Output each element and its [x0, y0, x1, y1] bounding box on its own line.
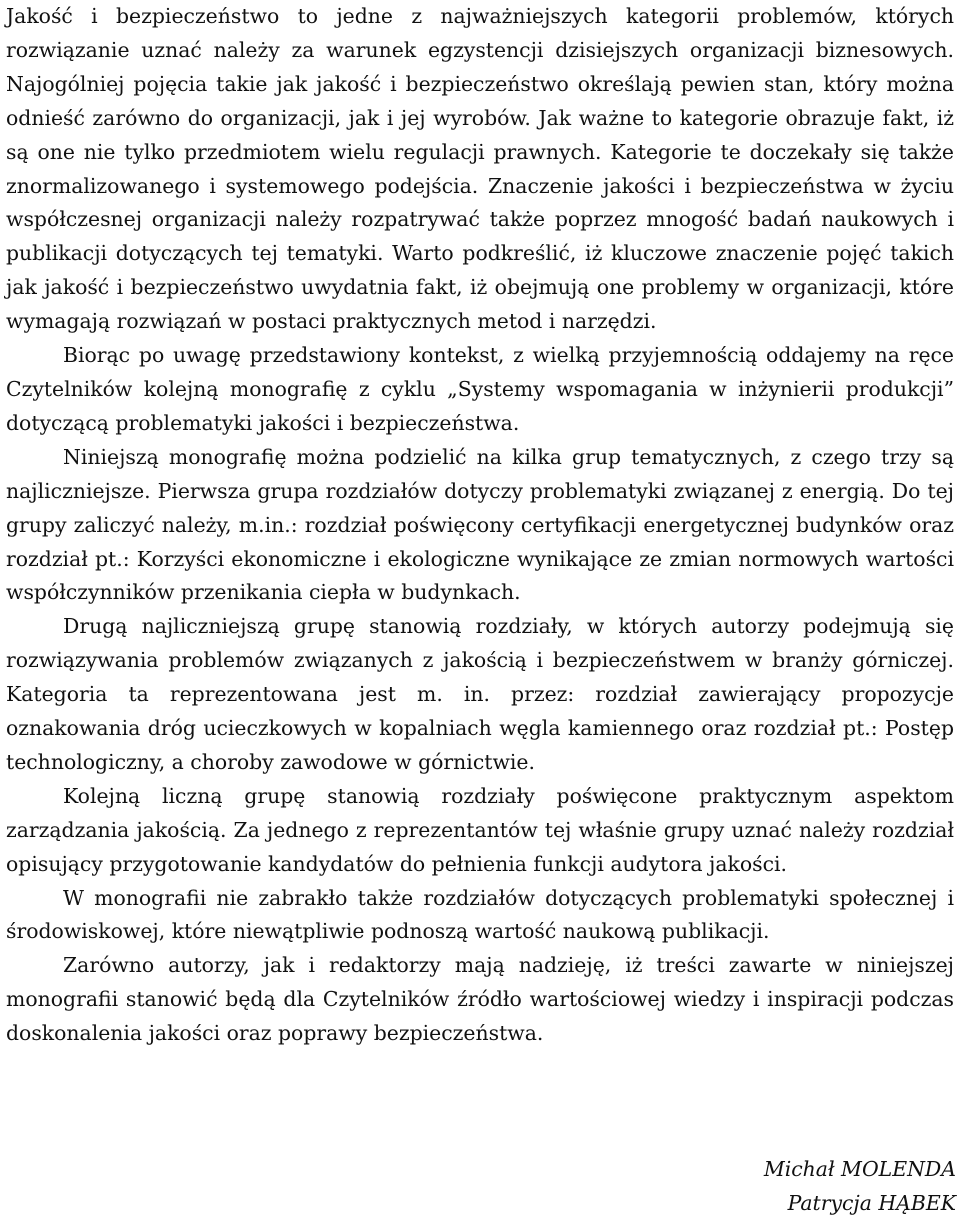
document-body — [6, 0, 954, 1051]
signature-author-1: Michał MOLENDA — [763, 1157, 956, 1181]
paragraph-energy-group: Niniejszą monografię można podzielić na kilka grup tematycznych, z czego trzy są najliczniejsze. Pierwsza grupa rozdziałów dotyczy problematyki związanej z energią. Do tej grupy zaliczyć należy, m.in.: rozdział poświęcony certyfikacji energetycznej budynków oraz rozdział pt.: Korzyści ekonomiczne i ekologiczne wynikające ze zmian normowych wartości współczynników przenikania ciepła w budynkach. — [6, 444, 954, 605]
paragraph-closing: Zarówno autorzy, jak i redaktorzy mają nadzieję, iż treści zawarte w niniejszej monografii stanowić będą dla Czytelników źródło wartościowej wiedzy i inspiracji podczas doskonalenia jakości oraz poprawy bezpieczeństwa. — [6, 953, 954, 1046]
paragraph-intro: Jakość i bezpieczeństwo to jedne z najważniejszych kategorii problemów, których rozwiązanie uznać należy za warunek egzystencji dzisiejszych organizacji biznesowych. Najogólniej pojęcia takie jak jakość i bezpieczeństwo określają pewien stan, który można odnieść zarówno do organizacji, jak i jej wyrobów. Jak ważne to kategorie obrazuje fakt, iż są one nie tylko przedmiotem wielu regulacji prawnych. Kategorie te doczekały się także znormalizowanego i systemowego podejścia. Znaczenie jakości i bezpieczeństwa w życiu współczesnej organizacji należy rozpatrywać także poprzez mnogość badań naukowych i publikacji dotyczących tej tematyki. Warto podkreślić, iż kluczowe znaczenie pojęć takich jak jakość i bezpieczeństwo uwydatnia fakt, iż obejmują one problemy w organizacji, które wymagają rozwiązań w postaci praktycznych metod i narzędzi. — [6, 4, 954, 334]
signature-block — [764, 1152, 956, 1220]
signature-author-2: Patrycja HĄBEK — [787, 1191, 956, 1215]
paragraph-social-environmental: W monografii nie zabrakło także rozdziałów dotyczących problematyki społecznej i środowiskowej, które niewątpliwie podnoszą wartość naukową publikacji. — [6, 885, 954, 944]
paragraph-context: Biorąc po uwagę przedstawiony kontekst, z wielką przyjemnością oddajemy na ręce Czytelników kolejną monografię z cyklu „Systemy wspomagania w inżynierii produkcji” dotyczącą problematyki jakości i bezpieczeństwa. — [6, 343, 954, 435]
paragraph-mining-group: Drugą najliczniejszą grupę stanowią rozdziały, w których autorzy podejmują się rozwiązywania problemów związanych z jakością i bezpieczeństwem w branży górniczej. Kategoria ta reprezentowana jest m. in. przez: rozdział zawierający propozycje oznakowania dróg ucieczkowych w kopalniach węgla kamiennego oraz rozdział pt.: Postęp technologiczny, a choroby zawodowe w górnictwie. — [6, 614, 954, 774]
paragraph-quality-management-group: Kolejną liczną grupę stanowią rozdziały poświęcone praktycznym aspektom zarządzania jakością. Za jednego z reprezentantów tej właśnie grupy uznać należy rozdział opisujący przygotowanie kandydatów do pełnienia funkcji audytora jakości. — [6, 783, 954, 876]
